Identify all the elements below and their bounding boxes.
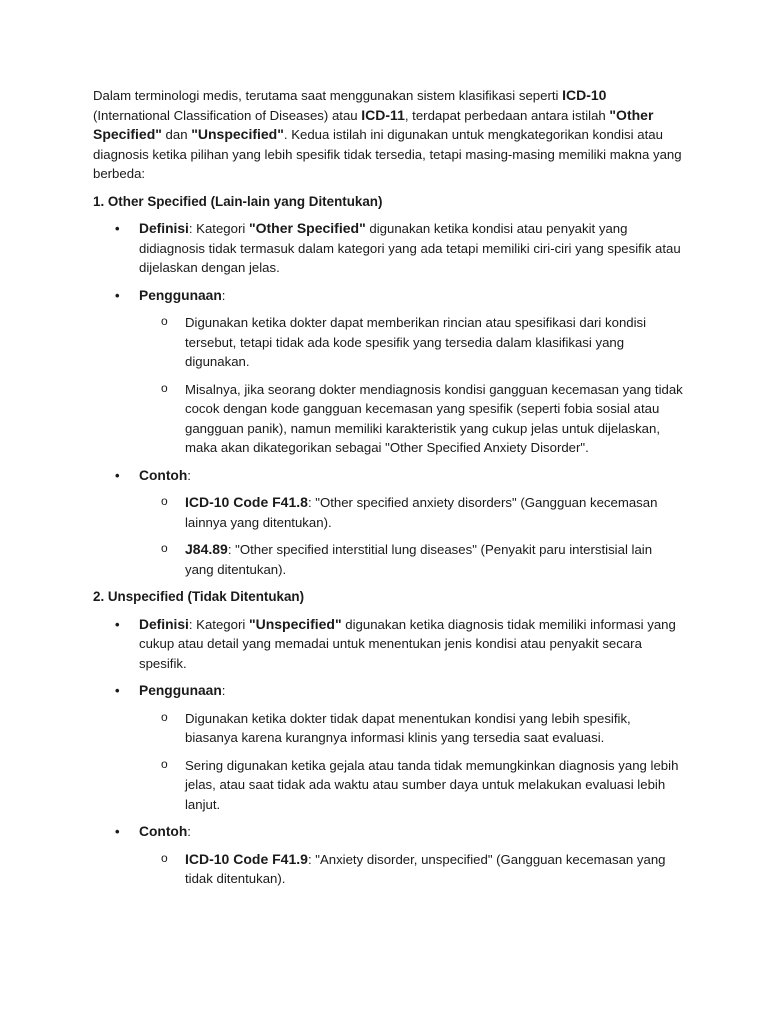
sub-list-item xyxy=(139,540,683,579)
item-text: : Kategori xyxy=(188,616,249,632)
item-colon: : xyxy=(221,683,226,698)
sub-list xyxy=(139,850,683,889)
sub-item-text: Sering digunakan ketika gejala atau tanda tidak memungkinkan diagnosis yang lebih jelas, atau saat tidak ada waktu atau sumber daya untuk melakukan evaluasi lebih lanjut. xyxy=(185,757,679,812)
list-item-penggunaan xyxy=(93,681,683,814)
item-colon: : xyxy=(221,287,226,303)
intro-icd10: ICD-10 xyxy=(562,87,607,103)
sub-item-text: Misalnya, jika seorang dokter mendiagnosis kondisi gangguan kecemasan yang tidak cocok dengan kode gangguan kecemasan yang spesifik (seperti fobia sosial atau gangguan panik), namun memiliki karakteristik yang cukup jelas untuk dijelaskan, maka akan dikategorikan sebagai "Other Specified Anxiety Disorder". xyxy=(185,381,683,455)
bullet: • xyxy=(115,221,120,236)
sub-bullet: o xyxy=(161,494,168,508)
bullet: • xyxy=(115,287,120,303)
intro-term-unspecified: "Unspecified" xyxy=(191,126,284,142)
section-heading-other-specified: 1. Other Specified (Lain-lain yang Ditentukan) xyxy=(93,193,383,209)
sub-list-item xyxy=(139,380,683,458)
sub-item-text: : "Anxiety disorder, unspecified" (Gangguan kecemasan yang tidak ditentukan). xyxy=(185,851,666,886)
intro-text: (International Classification of Diseases) atau xyxy=(93,107,362,123)
item-term: "Unspecified" xyxy=(248,615,342,632)
item-label: Contoh xyxy=(139,467,188,483)
item-label: Penggunaan xyxy=(139,683,222,698)
item-label: Definisi xyxy=(139,616,189,632)
list-item-contoh xyxy=(93,822,683,889)
item-text: digunakan ketika diagnosis tidak memiliki informasi yang cukup atau detail yang memadai untuk menentukan jenis kondisi atau penyakit secara spesifik. xyxy=(139,616,676,671)
sub-list-item xyxy=(139,493,683,532)
bullet: • xyxy=(115,616,120,632)
intro-text: , terdapat perbedaan antara istilah xyxy=(404,107,610,123)
sub-list xyxy=(139,313,683,458)
sub-bullet: o xyxy=(161,380,168,395)
sub-bullet: o xyxy=(161,850,168,865)
intro-icd11: ICD-11 xyxy=(361,106,405,123)
intro-text: Dalam terminologi medis, terutama saat menggunakan sistem klasifikasi seperti xyxy=(93,88,563,103)
list-item-penggunaan xyxy=(93,286,683,458)
sub-item-text: Digunakan ketika dokter dapat memberikan rincian atau spesifikasi dari kondisi tersebut, tetapi tidak ada kode spesifik yang tersedia dalam klasifikasi yang digunakan. xyxy=(185,315,647,369)
sub-list-item xyxy=(139,709,683,748)
sub-item-text: : "Other specified anxiety disorders" (Gangguan kecemasan lainnya yang ditentukan). xyxy=(185,495,658,530)
section-heading-unspecified: 2. Unspecified (Tidak Ditentukan) xyxy=(93,589,305,604)
sub-bullet: o xyxy=(161,314,168,328)
list-item-definisi xyxy=(93,615,683,674)
intro-text: dan xyxy=(161,127,192,142)
item-colon: : xyxy=(187,824,191,839)
section2-list xyxy=(93,615,683,889)
list-item-definisi xyxy=(93,219,683,278)
sub-bullet: o xyxy=(161,541,168,555)
item-label: Contoh xyxy=(139,824,188,839)
document-body xyxy=(93,86,683,897)
icd-code: ICD-10 Code F41.8 xyxy=(185,494,308,510)
sub-bullet: o xyxy=(161,709,168,724)
sub-bullet: o xyxy=(161,756,168,771)
item-label: Penggunaan xyxy=(139,287,222,303)
intro-text: . Kedua istilah ini digunakan untuk mengkategorikan kondisi atau diagnosis ketika pilihan yang lebih spesifik tidak tersedia, tetapi masing-masing memiliki makna yang berbeda: xyxy=(93,127,682,181)
sub-list-item xyxy=(139,850,683,889)
sub-list-item xyxy=(139,756,683,815)
bullet: • xyxy=(115,683,120,698)
sub-list xyxy=(139,709,683,815)
item-text: digunakan ketika kondisi atau penyakit yang didiagnosis tidak termasuk dalam kategori yang ada tetapi memiliki ciri-ciri yang spesifik atau dijelaskan dengan jelas. xyxy=(139,221,681,275)
intro-term-other-specified: "Other Specified" xyxy=(93,106,654,142)
item-colon: : xyxy=(187,467,191,483)
sub-list-item xyxy=(139,313,683,372)
sub-item-text: : "Other specified interstitial lung diseases" (Penyakit paru interstisial lain yang ditentukan). xyxy=(185,542,653,577)
bullet: • xyxy=(115,824,120,839)
bullet: • xyxy=(115,467,120,483)
item-term: "Other Specified" xyxy=(248,220,366,236)
item-text: : Kategori xyxy=(188,221,249,236)
icd-code: ICD-10 Code F41.9 xyxy=(185,850,308,867)
intro-paragraph xyxy=(93,86,683,184)
item-label: Definisi xyxy=(139,221,189,236)
section1-list xyxy=(93,219,683,579)
icd-code: J84.89 xyxy=(185,541,228,557)
list-item-contoh xyxy=(93,466,683,580)
sub-list xyxy=(139,493,683,579)
sub-item-text: Digunakan ketika dokter tidak dapat menentukan kondisi yang lebih spesifik, biasanya karena kurangnya informasi klinis yang tersedia saat evaluasi. xyxy=(185,710,631,745)
